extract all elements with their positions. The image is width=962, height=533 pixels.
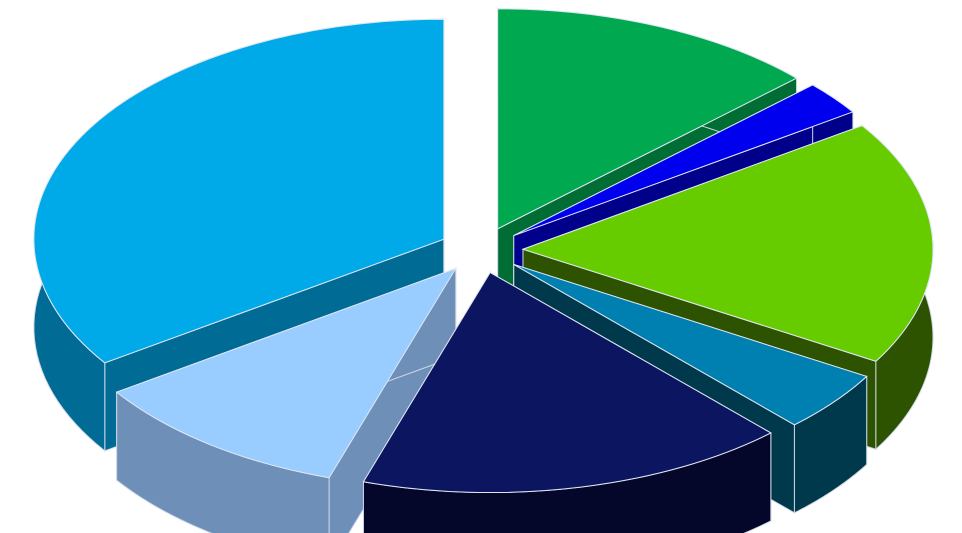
pie-slices (34, 9, 933, 533)
